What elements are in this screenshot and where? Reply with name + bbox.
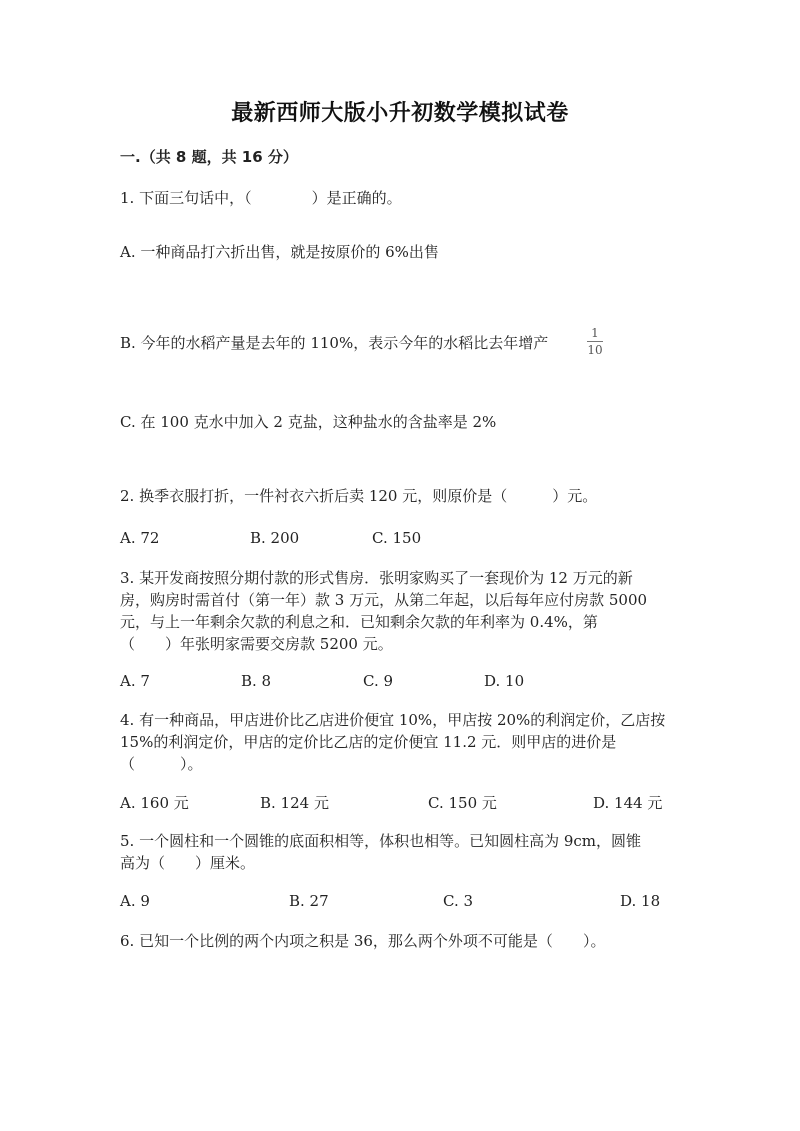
question-3-option-c: C. 9 bbox=[363, 672, 394, 690]
question-3-option-a: A. 7 bbox=[120, 672, 150, 690]
question-4-option-c: C. 150 元 bbox=[428, 794, 497, 812]
question-3-option-b: B. 8 bbox=[241, 672, 272, 690]
question-2-option-b: B. 200 bbox=[250, 529, 300, 547]
fraction-denominator: 10 bbox=[587, 343, 603, 357]
question-6-stem: 6. 已知一个比例的两个内项之积是 36，那么两个外项不可能是（ ）。 bbox=[120, 932, 606, 950]
page-title: 最新西师大版小升初数学模拟试卷 bbox=[231, 101, 569, 126]
question-5-option-b: B. 27 bbox=[289, 892, 329, 910]
question-1-option-c: C. 在 100 克水中加入 2 克盐，这种盐水的含盐率是 2% bbox=[120, 413, 497, 431]
question-1-option-b: B. 今年的水稻产量是去年的 110%，表示今年的水稻比去年增产 bbox=[120, 334, 549, 352]
question-4-option-a: A. 160 元 bbox=[120, 794, 189, 812]
question-3-option-d: D. 10 bbox=[484, 672, 525, 690]
question-3-line-4: （ ）年张明家需要交房款 5200 元。 bbox=[120, 635, 393, 653]
question-4-option-d: D. 144 元 bbox=[593, 794, 663, 812]
question-3-line-3: 元，与上一年剩余欠款的利息之和．已知剩余欠款的年利率为 0.4%，第 bbox=[120, 613, 598, 631]
question-5-line-1: 5. 一个圆柱和一个圆锥的底面积相等，体积也相等。已知圆柱高为 9cm，圆锥 bbox=[120, 832, 642, 850]
question-2-option-a: A. 72 bbox=[120, 529, 160, 547]
section-header: 一.（共 8 题，共 16 分） bbox=[120, 148, 298, 166]
question-2-stem: 2. 换季衣服打折，一件衬衣六折后卖 120 元，则原价是（ ）元。 bbox=[120, 487, 598, 505]
question-5-line-2: 高为（ ）厘米。 bbox=[120, 854, 256, 872]
question-5-option-d: D. 18 bbox=[620, 892, 661, 910]
fraction-numerator: 1 bbox=[591, 326, 599, 340]
question-2-option-c: C. 150 bbox=[372, 529, 422, 547]
question-1-option-a: A. 一种商品打六折出售，就是按原价的 6%出售 bbox=[120, 243, 439, 261]
question-1-stem: 1. 下面三句话中，（ ）是正确的。 bbox=[120, 189, 402, 207]
fraction-one-tenth bbox=[582, 326, 608, 357]
fraction-bar bbox=[587, 341, 603, 342]
question-4-line-3: （ ）。 bbox=[120, 755, 203, 773]
question-3-line-2: 房，购房时需首付（第一年）款 3 万元，从第二年起，以后每年应付房款 5000 bbox=[120, 591, 648, 609]
question-5-option-c: C. 3 bbox=[443, 892, 474, 910]
question-5-option-a: A. 9 bbox=[120, 892, 150, 910]
question-3-line-1: 3. 某开发商按照分期付款的形式售房．张明家购买了一套现价为 12 万元的新 bbox=[120, 569, 633, 587]
question-4-line-2: 15%的利润定价，甲店的定价比乙店的定价便宜 11.2 元．则甲店的进价是 bbox=[120, 733, 617, 751]
question-4-line-1: 4. 有一种商品，甲店进价比乙店进价便宜 10%，甲店按 20%的利润定价，乙店按 bbox=[120, 711, 666, 729]
question-4-option-b: B. 124 元 bbox=[260, 794, 329, 812]
